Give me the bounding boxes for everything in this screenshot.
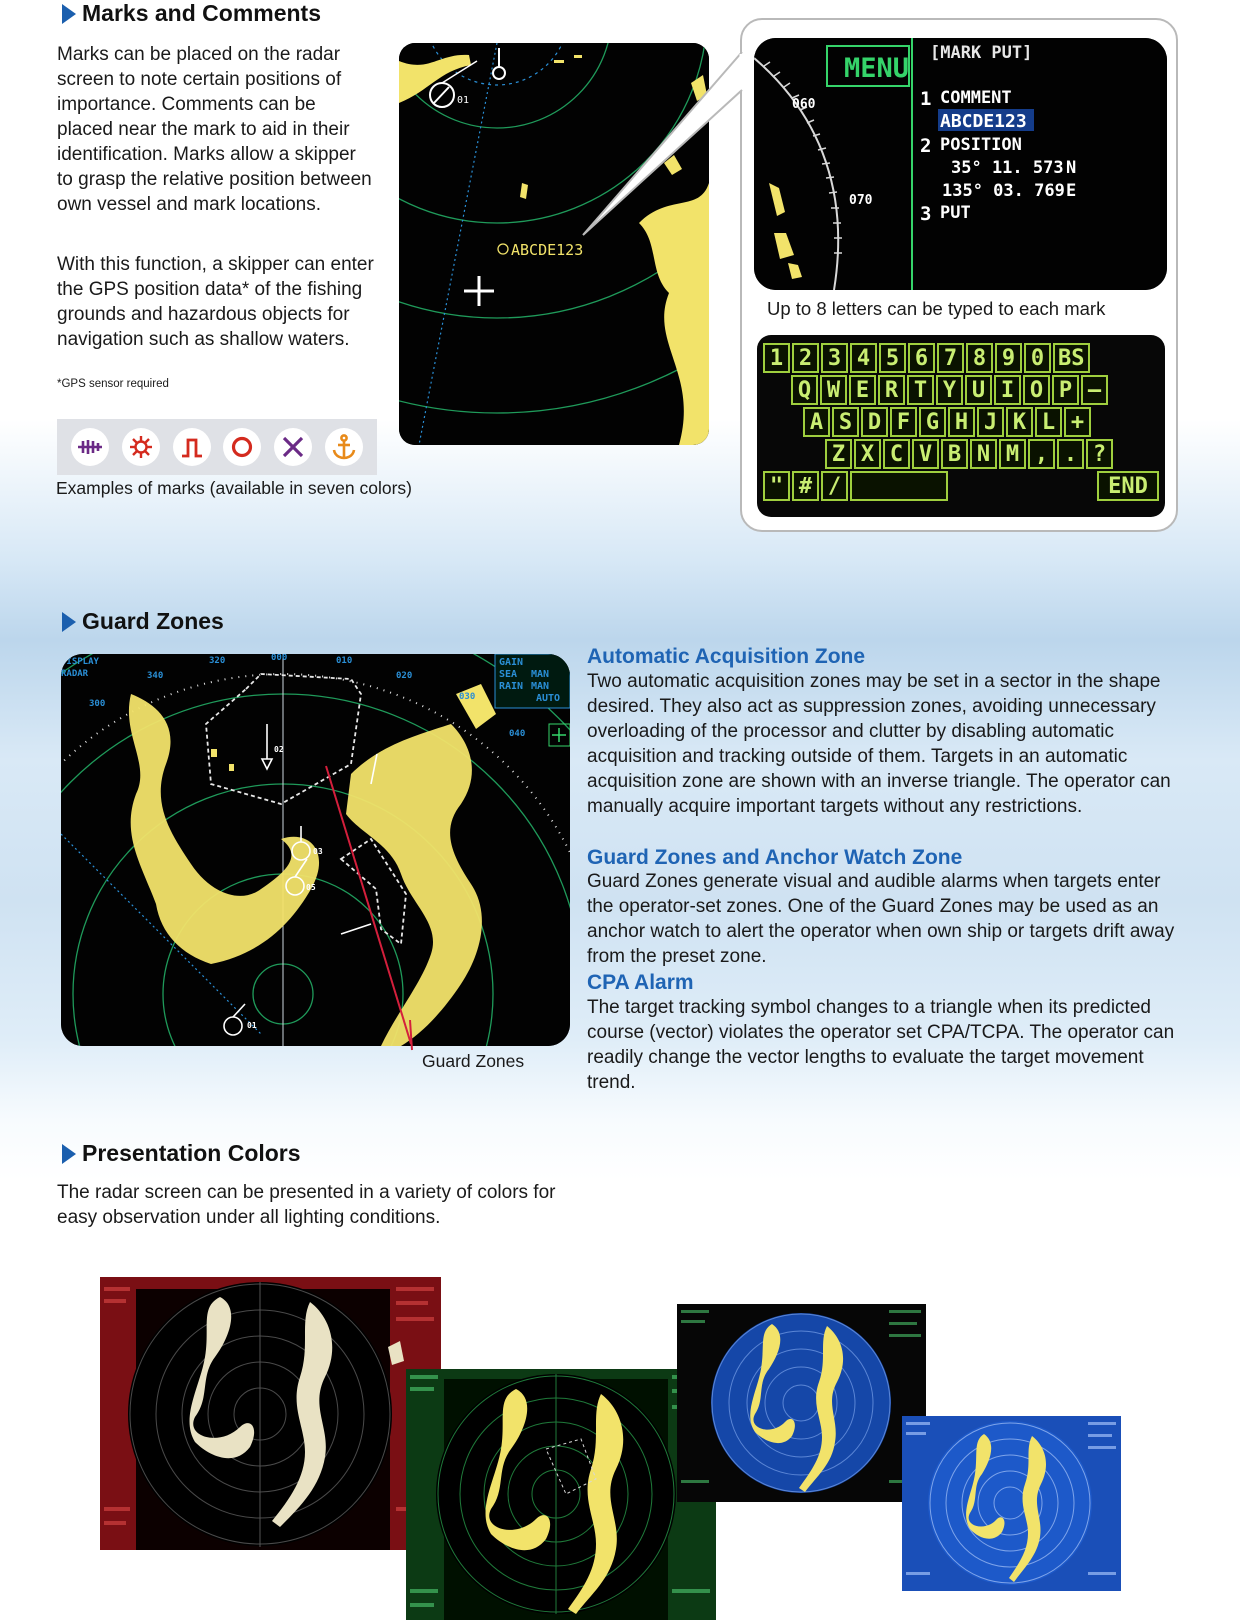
key-question[interactable]: ?	[1086, 439, 1113, 469]
triangle-bullet-icon	[62, 4, 76, 24]
radar-screen-red	[100, 1277, 441, 1550]
menu-item-1-num: 1	[920, 88, 932, 110]
key-y[interactable]: Y	[936, 375, 963, 405]
mark-fish-school	[71, 428, 109, 466]
fish-school-icon	[76, 437, 104, 457]
bearing-320: 320	[209, 656, 226, 666]
soft-keyboard	[757, 335, 1165, 517]
key-c[interactable]: C	[883, 439, 910, 469]
guard-zones-caption: Guard Zones	[422, 1051, 525, 1071]
key-a[interactable]: A	[803, 407, 830, 437]
anchor-icon	[330, 433, 358, 461]
marks-radar-mark-number: 01	[457, 95, 470, 106]
guard-radar-label: RADAR	[61, 669, 89, 679]
key-7[interactable]: 7	[937, 343, 964, 373]
radar-blue-dark-svg	[677, 1304, 926, 1502]
bearing-300: 300	[89, 699, 106, 709]
bearing-040: 040	[509, 729, 526, 739]
key-slash[interactable]: /	[821, 471, 848, 501]
cpa-alarm-text: The target tracking symbol changes to a triangle when its predicted course (vector) violates the operator set CPA/TCPA. The operator can readily change the vector lengths to evaluate the target movement trend.	[587, 997, 1175, 1093]
key-4[interactable]: 4	[850, 343, 877, 373]
guard-radar-svg	[61, 654, 570, 1046]
target-05: 05	[306, 883, 316, 892]
marks-caption: Examples of marks (available in seven colors)	[56, 478, 412, 498]
menu-bearing-060: 060	[792, 97, 816, 112]
guard-section-title-text: Guard Zones	[82, 608, 224, 634]
bearing-340: 340	[147, 671, 164, 681]
menu-comment-value[interactable]: ABCDE123	[940, 111, 1027, 132]
key-comma[interactable]: ,	[1028, 439, 1055, 469]
key-quote[interactable]: "	[763, 471, 790, 501]
key-h[interactable]: H	[948, 407, 975, 437]
guard-zones-radar-screenshot	[61, 654, 570, 1046]
guard-sea-mode: MAN	[531, 669, 550, 680]
key-f[interactable]: F	[890, 407, 917, 437]
key-p[interactable]: P	[1052, 375, 1079, 405]
key-3[interactable]: 3	[821, 343, 848, 373]
key-end[interactable]: END	[1097, 471, 1159, 501]
marks-paragraph-2: With this function, a skipper can enter the GPS position data* of the fishing grounds and hazardous objects for navigation such as shallow waters.	[57, 254, 374, 350]
key-1[interactable]: 1	[763, 343, 790, 373]
guard-section-title	[62, 608, 224, 635]
bearing-020: 020	[396, 671, 413, 681]
menu-item-position[interactable]: POSITION	[940, 135, 1022, 155]
key-m[interactable]: M	[999, 439, 1026, 469]
key-b[interactable]: B	[941, 439, 968, 469]
marks-radar-comment: ABCDE123	[511, 241, 584, 259]
cpa-alarm-heading: CPA Alarm	[587, 971, 694, 994]
guard-gain-label: GAIN	[499, 657, 524, 668]
key-dash[interactable]: –	[1081, 375, 1108, 405]
mark-tower	[173, 428, 211, 466]
key-9[interactable]: 9	[995, 343, 1022, 373]
marks-examples	[57, 419, 377, 475]
key-o[interactable]: O	[1023, 375, 1050, 405]
menu-label[interactable]: MENU	[844, 53, 910, 84]
key-i[interactable]: I	[994, 375, 1021, 405]
guard-anchor-heading: Guard Zones and Anchor Watch Zone	[587, 846, 963, 869]
key-plus[interactable]: +	[1064, 407, 1091, 437]
keyboard-row-5	[763, 471, 1159, 501]
bearing-000: 000	[271, 654, 288, 663]
radar-blue-svg	[902, 1416, 1121, 1591]
key-8[interactable]: 8	[966, 343, 993, 373]
colors-paragraph: The radar screen can be presented in a variety of colors for easy observation under all lighting conditions.	[57, 1182, 556, 1228]
triangle-bullet-icon	[62, 1144, 76, 1164]
menu-item-put[interactable]: PUT	[940, 203, 971, 223]
key-e[interactable]: E	[849, 375, 876, 405]
key-z[interactable]: Z	[825, 439, 852, 469]
key-period[interactable]: .	[1057, 439, 1084, 469]
keyboard-row-3	[763, 407, 1159, 437]
colors-section-title	[62, 1140, 301, 1167]
key-j[interactable]: J	[977, 407, 1004, 437]
auto-acquisition-text: Two automatic acquisition zones may be set in a sector in the shape desired. They also act as suppression zones, avoiding unnecessary overloading of the processor and clutter by disabling automatic acquisition and tracking outside of them. Targets in an automatic acquisition zone are shown with an inverse triangle. The operator can manually acquire important targets without any restrictions.	[587, 671, 1171, 817]
radar-screen-blue-dark	[677, 1304, 926, 1502]
menu-latitude: 35° 11. 573	[951, 158, 1064, 178]
cross-icon	[280, 434, 306, 460]
key-space[interactable]	[850, 471, 948, 501]
mark-circle	[223, 428, 261, 466]
bearing-030: 030	[459, 692, 476, 702]
key-t[interactable]: T	[907, 375, 934, 405]
key-g[interactable]: G	[919, 407, 946, 437]
mark-put-menu-svg	[754, 38, 1167, 290]
guard-rain-mode: MAN	[531, 681, 550, 692]
key-x[interactable]: X	[854, 439, 881, 469]
marks-section-title-text: Marks and Comments	[82, 0, 322, 26]
mark-cross	[274, 428, 312, 466]
key-hash[interactable]: #	[792, 471, 819, 501]
guard-sea-label: SEA	[499, 669, 518, 680]
menu-latitude-dir: N	[1066, 158, 1077, 178]
mark-gear	[122, 428, 160, 466]
tower-icon	[179, 434, 205, 460]
key-6[interactable]: 6	[908, 343, 935, 373]
guard-display-label: DISPLAY	[61, 657, 99, 667]
gear-icon	[128, 434, 154, 460]
key-s[interactable]: S	[832, 407, 859, 437]
radar-red-svg	[100, 1277, 441, 1550]
key-bs[interactable]: BS	[1053, 343, 1090, 373]
key-k[interactable]: K	[1006, 407, 1033, 437]
menu-item-comment[interactable]: COMMENT	[940, 88, 1012, 108]
colors-section-title-text: Presentation Colors	[82, 1140, 301, 1166]
key-u[interactable]: U	[965, 375, 992, 405]
menu-bearing-070: 070	[849, 193, 873, 208]
gps-footnote: *GPS sensor required	[57, 378, 169, 390]
keyboard-row-4	[763, 439, 1159, 469]
mark-put-menu-screen	[754, 38, 1167, 290]
bearing-010: 010	[336, 656, 353, 666]
menu-header: [MARK PUT]	[930, 43, 1033, 63]
radar-screen-green	[406, 1369, 716, 1620]
radar-green-svg	[406, 1369, 716, 1620]
marks-section-title	[62, 0, 321, 27]
target-02: 02	[274, 745, 284, 754]
radar-screen-blue	[902, 1416, 1121, 1591]
menu-item-3-num: 3	[920, 203, 932, 225]
key-n[interactable]: N	[970, 439, 997, 469]
keyboard-row-1	[763, 343, 1159, 373]
keyboard-caption: Up to 8 letters can be typed to each mark	[767, 298, 1106, 319]
target-03: 03	[313, 847, 323, 856]
key-5[interactable]: 5	[879, 343, 906, 373]
menu-item-2-num: 2	[920, 135, 932, 157]
circle-icon	[229, 434, 255, 460]
key-q[interactable]: Q	[791, 375, 818, 405]
marks-paragraph-1: Marks can be placed on the radar screen to note certain positions of importance. Comments can be placed near the mark to aid in their identification. Marks allow a skipper to grasp the relative position between own vessel and mark locations.	[57, 44, 372, 215]
key-r[interactable]: R	[878, 375, 905, 405]
key-w[interactable]: W	[820, 375, 847, 405]
guard-anchor-text: Guard Zones generate visual and audible alarms when targets enter the operator-set zones. One of the Guard Zones may be used as an anchor watch to alert the operator when own ship or targets drift away from the preset zone.	[587, 871, 1175, 967]
key-0[interactable]: 0	[1024, 343, 1051, 373]
target-01: 01	[247, 1021, 257, 1030]
mark-anchor	[325, 428, 363, 466]
menu-longitude: 135° 03. 769	[942, 181, 1065, 201]
triangle-bullet-icon	[62, 612, 76, 632]
guard-auto-mode: AUTO	[536, 693, 561, 704]
key-d[interactable]: D	[861, 407, 888, 437]
keyboard-row-2	[763, 375, 1159, 405]
key-v[interactable]: V	[912, 439, 939, 469]
guard-rain-label: RAIN	[499, 681, 524, 692]
key-l[interactable]: L	[1035, 407, 1062, 437]
auto-acquisition-heading: Automatic Acquisition Zone	[587, 645, 866, 668]
callout-pointer	[580, 50, 750, 240]
key-2[interactable]: 2	[792, 343, 819, 373]
menu-longitude-dir: E	[1066, 181, 1077, 201]
